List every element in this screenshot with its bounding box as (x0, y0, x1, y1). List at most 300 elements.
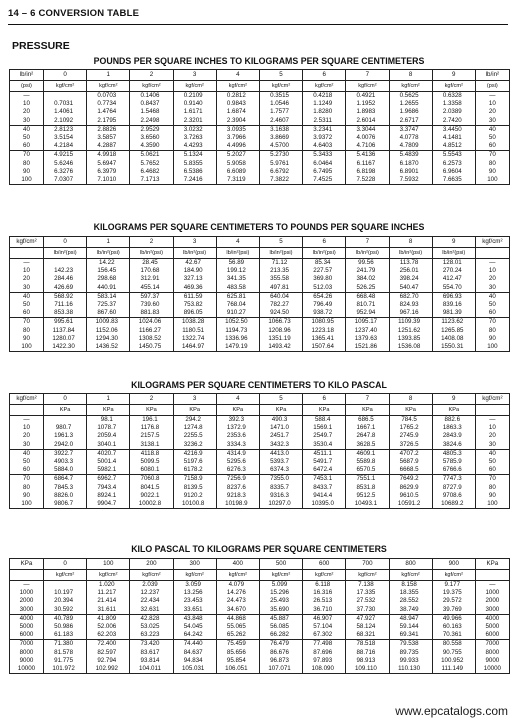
column-header: 8 (389, 70, 432, 81)
table-cell-value: 4.2184 (54, 142, 74, 150)
table-cell-value: 2.5311 (313, 116, 332, 124)
column-unit: kgf/cm² (44, 81, 87, 92)
table-cell-value: 96.873 (270, 656, 289, 664)
table-cell-value: 3.6560 (140, 133, 160, 141)
table-cell-value: 2549.7 (313, 432, 333, 440)
row-label: 90 (23, 491, 30, 499)
table-cell-value: 110.130 (398, 664, 421, 672)
table-cell-value: 952.94 (356, 309, 376, 317)
value-column (216, 151, 259, 185)
row-label: 30 (488, 116, 496, 124)
value-column (259, 640, 302, 674)
table-cell-value: 3236.2 (183, 440, 203, 448)
table-cell-value: 22.434 (140, 597, 160, 605)
table-cell-value: 95.854 (226, 656, 246, 664)
table-cell-value: 490.3 (271, 416, 288, 423)
table-cell-value: 5001.4 (97, 457, 117, 465)
row-label: 20 (23, 275, 30, 283)
table-cell-value: 13.256 (183, 589, 203, 597)
table-cell-value: 1009.83 (95, 318, 118, 326)
row-label: 60 (23, 466, 30, 474)
table-cell-value: 84.637 (183, 648, 203, 656)
table-cell-value: 995.61 (54, 318, 74, 326)
table-cell-value: 384.02 (356, 275, 376, 283)
column-header: 5 (259, 237, 302, 248)
corner-unit-label: kgf/cm² (475, 394, 509, 405)
column-unit: lb/in²(psi) (303, 248, 346, 259)
column-header: 500 (259, 559, 302, 570)
row-labels-left (10, 475, 44, 509)
table-cell-value: 682.70 (399, 292, 419, 300)
table-cell-value: 3334.3 (226, 440, 246, 448)
row-labels-left (10, 640, 44, 674)
table-cell-value: 3.3044 (356, 125, 376, 133)
column-header: 1 (87, 237, 130, 248)
column-unit: kgf/cm² (173, 570, 216, 581)
table-cell-value: 0.8437 (140, 100, 160, 108)
table-cell-value: 2.039 (142, 581, 158, 588)
table-cell-value: 1176.8 (140, 424, 160, 432)
table-cell-value: 23.453 (183, 597, 203, 605)
value-column (87, 449, 130, 475)
corner-unit-sub (10, 570, 44, 581)
table-cell-value: 7747.3 (442, 475, 462, 483)
row-labels-left (10, 292, 44, 318)
table-cell-value: 640.04 (270, 292, 289, 300)
table-cell-value: 2.8123 (54, 125, 74, 133)
value-column (173, 581, 216, 615)
table-cell-value: 213.35 (270, 267, 289, 275)
table-cell-value: 60.163 (442, 622, 462, 630)
value-column (389, 151, 432, 185)
table-cell-value: 497.81 (270, 283, 289, 291)
table-cell-value: 4.8512 (442, 142, 462, 150)
table-cell-value: 3.9372 (313, 133, 333, 141)
table-cell-value: 4020.7 (97, 449, 117, 457)
table-cell-value: 1.5468 (140, 108, 160, 116)
table-cell-value: 7.2416 (183, 175, 203, 183)
psi-to-kgf-row-group (10, 92, 510, 126)
table-cell-value: 0.9140 (183, 100, 203, 108)
value-column (389, 640, 432, 674)
row-label: 60 (488, 309, 496, 317)
value-column (44, 259, 87, 293)
value-column (130, 416, 173, 450)
value-column (432, 259, 475, 293)
table-cell-value: 2.1795 (97, 116, 117, 124)
column-header: 0 (44, 559, 87, 570)
value-column (259, 581, 302, 615)
corner-unit-sub: (psi) (10, 81, 44, 92)
table-cell-value: 83.617 (140, 648, 160, 656)
table-cell-value: 2.1092 (54, 116, 74, 124)
page-header: 14 – 6 CONVERSION TABLE (8, 8, 140, 19)
psi-to-kgf-unit-row (10, 81, 510, 92)
value-column (173, 640, 216, 674)
table-cell-value: 3628.5 (356, 440, 376, 448)
table-cell-value (44, 416, 86, 424)
table-cell-value: 184.90 (183, 267, 203, 275)
value-column (432, 292, 475, 318)
value-column (44, 640, 87, 674)
table-cell-value: 4.5700 (270, 142, 289, 150)
table-cell-value: 668.48 (356, 292, 376, 300)
table-cell-value: 6.1167 (356, 159, 376, 167)
table-cell-value: 1667.1 (356, 424, 376, 432)
row-label: 3000 (19, 605, 34, 613)
column-unit: lb/in²(psi) (432, 248, 475, 259)
row-labels-right (475, 259, 509, 293)
table-cell-value: 241.79 (356, 267, 376, 275)
table-cell-value: 284.46 (54, 275, 74, 283)
table-cell-value: 10.197 (54, 589, 74, 597)
table-cell-value: 1863.3 (442, 424, 462, 432)
kpa-to-kgf-unit-row (10, 570, 510, 581)
table-cell-value: 46.907 (313, 614, 333, 622)
table-cell-value: 9218.3 (226, 491, 246, 499)
table-cell-value: 0.2109 (183, 92, 203, 99)
row-label: 50 (488, 457, 496, 465)
table-cell-value: 15.296 (270, 589, 289, 597)
table-cell-value: 4.3590 (140, 142, 160, 150)
column-header: 900 (432, 559, 475, 570)
kgf-to-kpa-header-row (10, 394, 510, 405)
value-column (389, 292, 432, 318)
value-column (44, 475, 87, 509)
table-cell-value: 8237.6 (226, 483, 246, 491)
table-cell-value: 5.099 (271, 581, 288, 588)
table-cell-value: 3432.3 (270, 440, 289, 448)
table-cell-value: 611.59 (183, 292, 203, 300)
table-cell-value: 1123.62 (441, 318, 464, 326)
value-column (216, 292, 259, 318)
column-header: 7 (346, 237, 389, 248)
table-cell-value: 1109.39 (398, 318, 421, 326)
table-cell-value: 108.090 (311, 664, 334, 672)
table-cell-value: 256.01 (399, 267, 419, 275)
value-column (303, 292, 346, 318)
table-cell-value: 87.696 (313, 648, 333, 656)
value-column (259, 92, 302, 126)
table-cell-value: 1961.3 (54, 432, 74, 440)
table-cell-value: 73.420 (140, 640, 160, 648)
table-cell-value: 107.071 (268, 664, 291, 672)
table-cell-value: 3138.1 (140, 440, 160, 448)
table-cell-value: 38.749 (399, 605, 419, 613)
row-labels-right (475, 640, 509, 674)
value-column (346, 151, 389, 185)
table-cell-value: 5.4839 (399, 151, 419, 159)
table-cell-value: 68.321 (356, 631, 376, 639)
table-cell-value: 4.7809 (399, 142, 419, 150)
table-cell-value: 1336.96 (225, 334, 248, 342)
value-column (173, 416, 216, 450)
column-unit: kgf/cm² (303, 570, 346, 581)
value-column (259, 449, 302, 475)
table-cell-value: 70.361 (442, 631, 462, 639)
table-cell-value: 10100.8 (181, 499, 205, 507)
row-label: 6000 (19, 631, 34, 639)
table-cell-value: 63.223 (140, 631, 160, 639)
value-column (259, 416, 302, 450)
row-labels-left (10, 614, 44, 640)
table-cell-value: 1066.73 (268, 318, 291, 326)
value-column (303, 125, 346, 151)
table-cell-value: 6.0464 (313, 159, 333, 167)
row-label: 50 (23, 133, 30, 141)
value-column (87, 151, 130, 185)
row-labels-right (475, 581, 509, 615)
value-column (259, 475, 302, 509)
table-cell-value: 327.13 (183, 275, 203, 283)
table-cell-value: 810.71 (356, 300, 376, 308)
kgf-to-kpa-row-group (10, 475, 510, 509)
table-cell-value: 4609.1 (356, 449, 376, 457)
table-cell-value: 3.7263 (183, 133, 203, 141)
value-column (432, 416, 475, 450)
value-column (303, 92, 346, 126)
value-column (130, 614, 173, 640)
value-column (389, 581, 432, 615)
table-cell-value: 64.242 (183, 631, 203, 639)
table-cell-value: 4.6403 (313, 142, 333, 150)
value-column (87, 416, 130, 450)
value-column (389, 614, 432, 640)
table-cell-value: 739.60 (140, 300, 160, 308)
table-cell-value: 8041.5 (140, 483, 160, 491)
table-cell-value: 56.085 (270, 622, 289, 630)
row-label: 80 (23, 159, 30, 167)
value-column (432, 92, 475, 126)
table-cell-value: 42.67 (185, 259, 201, 266)
table-cell-value: 12.237 (140, 589, 160, 597)
table-cell-value: 2.3201 (183, 116, 203, 124)
table-cell-value: 5.9058 (226, 159, 246, 167)
row-label: 70 (23, 151, 30, 159)
kgf-to-kpa-row-group (10, 416, 510, 450)
kgf-to-psi-row-group (10, 259, 510, 293)
table-cell-value: 1408.08 (441, 334, 464, 342)
row-label: 60 (488, 466, 496, 474)
kpa-to-kgf-row-group (10, 640, 510, 674)
table-cell-value: 867.60 (97, 309, 117, 317)
table-cell-value: 7256.9 (226, 475, 246, 483)
column-header: 700 (346, 559, 389, 570)
row-label: 20 (23, 108, 30, 116)
table-cell-value: 36.710 (313, 605, 333, 613)
table-cell-value: 7943.4 (97, 483, 117, 491)
table-cell-value: 0.6328 (442, 92, 462, 99)
table-cell-value: 53.025 (140, 622, 160, 630)
table-cell-value: 9316.3 (270, 491, 289, 499)
table-cell-value: 74.440 (183, 640, 203, 648)
table-cell-value: 294.2 (185, 416, 201, 423)
table-cell-value: 142.23 (54, 267, 74, 275)
table-cell-value: 102.992 (95, 664, 118, 672)
table-cell-value (44, 581, 86, 589)
table-cell-value: 8139.5 (183, 483, 203, 491)
value-column (346, 614, 389, 640)
column-unit: kgf/cm² (346, 570, 389, 581)
table-cell-value: 9904.7 (97, 499, 117, 507)
table-cell-value: 686.5 (358, 416, 374, 423)
table-cell-value: 82.597 (97, 648, 117, 656)
table-cell-value: 1.4061 (54, 108, 74, 116)
table-cell-value: 1507.64 (311, 342, 334, 350)
row-label: 60 (488, 142, 496, 150)
table-cell-value: 48.947 (399, 614, 419, 622)
table-cell-value: 981.39 (442, 309, 462, 317)
table-cell-value: 1274.8 (183, 424, 203, 432)
value-column (216, 614, 259, 640)
table-cell-value: 6668.5 (399, 466, 419, 474)
row-label: — (489, 416, 496, 423)
table-cell-value: 597.37 (140, 292, 160, 300)
table-cell-value: 4.2887 (97, 142, 117, 150)
table-cell-value: 1208.96 (268, 326, 291, 334)
corner-unit-sub (475, 405, 509, 416)
table-cell-value: 2.2498 (140, 116, 160, 124)
table-cell-value: 412.47 (442, 275, 462, 283)
corner-unit-sub (475, 248, 509, 259)
row-label: 7000 (19, 640, 34, 648)
column-header: 200 (130, 559, 173, 570)
column-unit: KPa (259, 405, 302, 416)
table-cell-value: 98.913 (356, 656, 376, 664)
table-cell-value: 4.0778 (399, 133, 419, 141)
table-cell-value: 10198.9 (225, 499, 248, 507)
row-label: 40 (488, 292, 496, 300)
table-cell-value: 1.9686 (399, 108, 419, 116)
table-cell-value: 29.572 (442, 597, 462, 605)
value-column (173, 475, 216, 509)
value-column (259, 614, 302, 640)
table-cell-value: 2.0389 (442, 108, 462, 116)
row-label: 1000 (19, 589, 34, 597)
value-column (87, 318, 130, 352)
table-cell-value: 30.592 (54, 605, 74, 613)
column-unit: KPa (130, 405, 173, 416)
table-cell-value: 90.755 (442, 648, 462, 656)
table-cell-value: 44.868 (226, 614, 246, 622)
table-cell-value: 5.6947 (97, 159, 117, 167)
value-column (389, 318, 432, 352)
table-cell-value: 6.6089 (226, 167, 246, 175)
column-header: 8 (389, 394, 432, 405)
table-cell-value: 0.1406 (140, 92, 160, 99)
corner-unit-label: kgf/cm² (475, 237, 509, 248)
table-cell-value: 839.16 (442, 300, 462, 308)
value-column (346, 449, 389, 475)
column-unit: kgf/cm² (389, 570, 432, 581)
kgf-to-kpa-unit-row (10, 405, 510, 416)
table-cell-value: 16.316 (313, 589, 333, 597)
table-cell-value: 455.14 (140, 283, 160, 291)
table-cell-value: 8629.9 (399, 483, 419, 491)
table-cell-value: 1237.40 (354, 326, 378, 334)
table-cell-value: 9512.5 (356, 491, 376, 499)
table-cell-value: 92.794 (97, 656, 117, 664)
table-cell-value: 3040.1 (97, 440, 117, 448)
table-cell-value: 1365.41 (311, 334, 334, 342)
table-cell-value: 28.45 (142, 259, 158, 266)
table-cell-value: 39.769 (442, 605, 462, 613)
table-cell-value: 79.538 (399, 640, 419, 648)
table-cell-value: 52.006 (97, 622, 117, 630)
table-cell-value: 1294.30 (95, 334, 118, 342)
table-cell-value: 1765.2 (399, 424, 419, 432)
column-header: 800 (389, 559, 432, 570)
table-cell-value: 6374.3 (270, 466, 289, 474)
table-cell-value: 312.91 (140, 275, 160, 283)
column-header: 3 (173, 237, 216, 248)
table-cell-value: 111.149 (441, 664, 463, 672)
row-label: — (23, 581, 30, 588)
table-cell-value: 967.16 (399, 309, 419, 317)
table-cell-value: 18.355 (399, 589, 419, 597)
table-cell-value: 9022.1 (140, 491, 160, 499)
column-header: 2 (130, 70, 173, 81)
table-cell-value: 980.7 (55, 424, 72, 432)
column-header: 4 (216, 237, 259, 248)
column-unit: KPa (389, 405, 432, 416)
table-cell-value: 98.1 (100, 416, 113, 423)
table-cell-value: 10002.8 (138, 499, 162, 507)
watermark-text: www.epcatalogs.com (395, 704, 508, 718)
table-cell-value: 6.118 (315, 581, 331, 588)
column-unit: kgf/cm² (432, 570, 475, 581)
value-column (87, 92, 130, 126)
value-column (87, 640, 130, 674)
table-cell-value: 28.552 (399, 597, 419, 605)
table-cell-value: 94.834 (183, 656, 203, 664)
table-cell-value: 1.1249 (313, 100, 333, 108)
value-column (130, 92, 173, 126)
table-cell-value: 32.631 (140, 605, 160, 613)
table-cell-value: 7845.3 (54, 483, 74, 491)
table-cell-value: 89.735 (399, 648, 419, 656)
row-label: 4000 (485, 614, 500, 622)
value-column (130, 449, 173, 475)
table-cell-value: 7.1010 (97, 175, 117, 183)
table-cell-value: 1.2655 (399, 100, 419, 108)
table-cell-value: 31.611 (97, 605, 117, 613)
value-column (216, 92, 259, 126)
table-cell-value: 1372.9 (226, 424, 246, 432)
column-unit: kgf/cm² (130, 570, 173, 581)
row-label: 90 (23, 167, 30, 175)
row-label: 80 (23, 483, 30, 491)
table-cell-value: 69.341 (399, 631, 419, 639)
row-labels-right (475, 416, 509, 450)
column-unit: lb/in²(psi) (130, 248, 173, 259)
column-unit: kgf/cm² (303, 81, 346, 92)
table-cell-value: 896.05 (183, 309, 203, 317)
table-cell-value: 5.2730 (270, 151, 289, 159)
table-cell-value: 711.16 (54, 300, 73, 308)
kpa-to-kgf-row-group (10, 581, 510, 615)
value-column (346, 292, 389, 318)
table-cell-value: 2.4607 (270, 116, 289, 124)
table-cell-value: 1308.52 (138, 334, 162, 342)
kgf-to-psi-row-group (10, 292, 510, 318)
table-cell-value: 1322.74 (181, 334, 205, 342)
kgf-to-psi-header-row (10, 237, 510, 248)
table-cell-value: 625.81 (226, 292, 246, 300)
table-cell-value: 67.302 (313, 631, 333, 639)
table-cell-value: 1569.1 (313, 424, 333, 432)
row-label: 10 (23, 100, 30, 108)
